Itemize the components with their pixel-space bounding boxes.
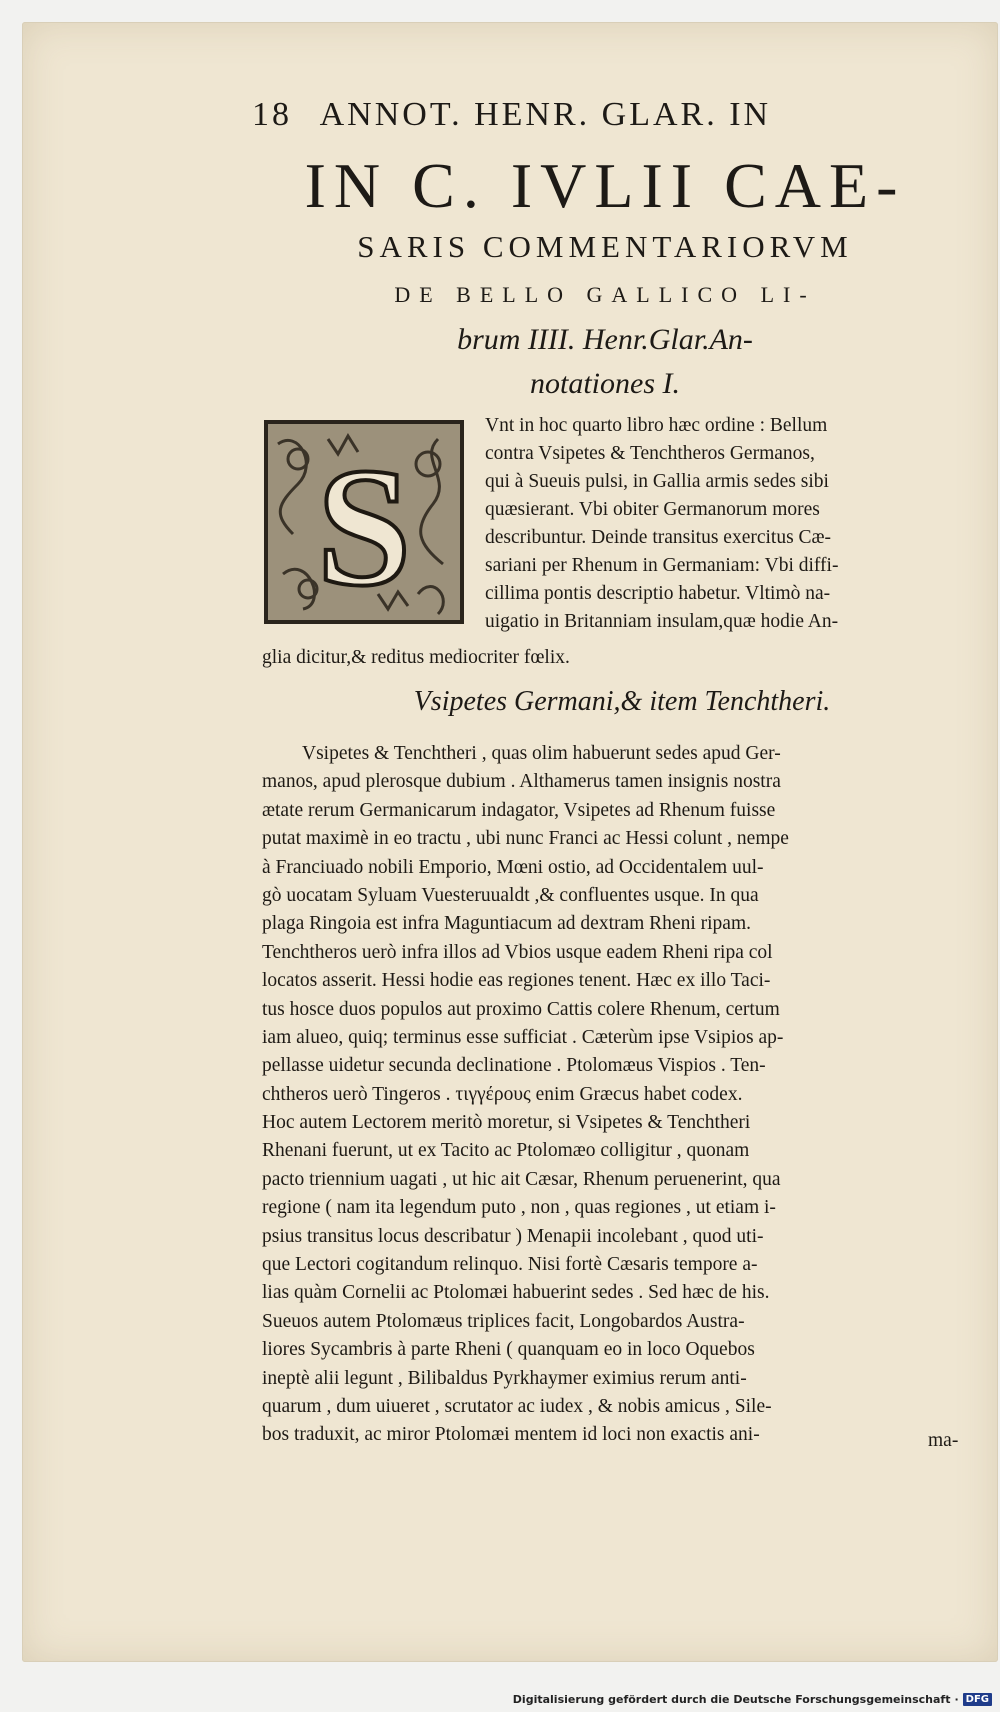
text-line: ætate rerum Germanicarum indagator, Vsipetes ad Rhenum fuisse	[262, 799, 776, 821]
text-line: pacto triennium uagati , ut hic ait Cæsar, Rhenum peruenerint, qua	[262, 1168, 781, 1190]
text-line: quarum , dum uiueret , scrutator ac iudex , & nobis amicus , Sile-	[262, 1395, 772, 1417]
text-line: lias quàm Cornelii ac Ptolomæi habuerint sedes . Sed hæc de his.	[262, 1282, 770, 1304]
text-line: pellasse uidetur secunda declinatione . Ptolomæus Vispios . Ten-	[262, 1055, 766, 1077]
text-line: manos, apud plerosque dubium . Althamerus tamen insignis nostra	[262, 771, 781, 793]
title-line-3: DE BELLO GALLICO LI-	[394, 282, 816, 307]
section-heading: Vsipetes Germani,& item Tenchtheri.	[413, 686, 831, 717]
title-line-1: IN C. IVLII CAE-	[304, 150, 906, 221]
catchword: ma-	[928, 1430, 959, 1451]
title-line-5: notationes I.	[530, 367, 680, 400]
page-number: 18	[252, 96, 292, 133]
intro-line: contra Vsipetes & Tenchtheros Germanos,	[485, 443, 815, 464]
text-line: Vsipetes & Tenchtheri , quas olim habuerunt sedes apud Ger-	[302, 743, 781, 764]
intro-line: sariani per Rhenum in Germaniam: Vbi diffi-	[485, 555, 839, 576]
intro-line: quæsierant. Vbi obiter Germanorum mores	[485, 499, 820, 520]
intro-line: cillima pontis descriptio habetur. Vltimò na-	[485, 583, 831, 604]
intro-final-line: glia dicitur,& reditus mediocriter fœlix.	[262, 647, 570, 668]
text-line: à Franciuado nobili Emporio, Mœni ostio, ad Occidentalem uul-	[262, 856, 764, 878]
text-line: que Lectori cogitandum relinquo. Nisi fortè Cæsaris tempore a-	[262, 1254, 758, 1276]
text-line: bos traduxit, ac miror Ptolomæi mentem id loci non exactis ani-	[262, 1424, 760, 1446]
text-line: liores Sycambris à parte Rheni ( quanquam eo in loco Oquebos	[262, 1339, 755, 1361]
main-paragraph	[262, 740, 982, 1450]
text-line: tus hosce duos populos aut proximo Cattis colere Rhenum, certum	[262, 998, 780, 1020]
text-line: Rhenani fuerunt, ut ex Tacito ac Ptolomæo colligitur , quonam	[262, 1140, 750, 1162]
text-line: Tenchtheros uerò infra illos ad Vbios usque eadem Rheni ripa col	[262, 941, 773, 963]
running-head-text: ANNOT. HENR. GLAR. IN	[319, 96, 772, 133]
digitization-credit: Digitalisierung gefördert durch die Deutsche Forschungsgemeinschaft · DFG	[513, 1693, 992, 1706]
chapter-title	[245, 150, 965, 406]
intro-line: uigatio in Britanniam insulam,quæ hodie An-	[485, 611, 839, 632]
woodcut-ornament-icon	[268, 424, 460, 620]
decorated-initial	[264, 420, 464, 624]
intro-line: describuntur. Deinde transitus exercitus Cæ-	[485, 527, 832, 548]
text-line: psius transitus locus describatur ) Menapii incolebant , quod uti-	[262, 1225, 764, 1247]
text-line: Sueuos autem Ptolomæus triplices facit, Longobardos Austra-	[262, 1310, 745, 1332]
text-line: ineptè alii legunt , Bilibaldus Pyrkhaymer eximius rerum anti-	[262, 1367, 747, 1389]
intro-line: Vnt in hoc quarto libro hæc ordine : Bellum	[485, 415, 828, 436]
intro-line: qui à Sueuis pulsi, in Gallia armis sedes sibi	[485, 471, 829, 492]
text-line: regione ( nam ita legendum puto , non , quas regiones , ut etiam i-	[262, 1197, 776, 1219]
text-line: putat maximè in eo tractu , ubi nunc Franci ac Hessi colunt , nempe	[262, 828, 789, 850]
intro-paragraph	[485, 412, 980, 636]
text-line: iam alueo, quiq; terminus esse sufficiat . Cæterùm ipse Vsipios ap-	[262, 1026, 784, 1048]
title-line-2: SARIS COMMENTARIORVM	[357, 229, 853, 264]
text-line: locatos asserit. Hessi hodie eas regiones tenent. Hæc ex illo Taci-	[262, 970, 771, 992]
text-line: Hoc autem Lectorem meritò moretur, si Vsipetes & Tenchtheri	[262, 1112, 751, 1134]
text-line: gò uocatam Syluam Vuesteruualdt ,& confluentes usque. In qua	[262, 884, 759, 906]
running-head	[252, 96, 892, 134]
footer-text: Digitalisierung gefördert durch die Deutsche Forschungsgemeinschaft	[512, 1693, 951, 1706]
text-line: plaga Ringoia est infra Maguntiacum ad dextram Rheni ripam.	[262, 913, 751, 935]
text-line: chtheros uerò Tingeros . τιγγέρους enim Græcus habet codex.	[262, 1083, 743, 1105]
initial-letter: S	[316, 433, 412, 620]
dfg-logo-icon: DFG	[963, 1693, 992, 1706]
title-line-4: brum IIII. Henr.Glar.An-	[457, 323, 753, 356]
